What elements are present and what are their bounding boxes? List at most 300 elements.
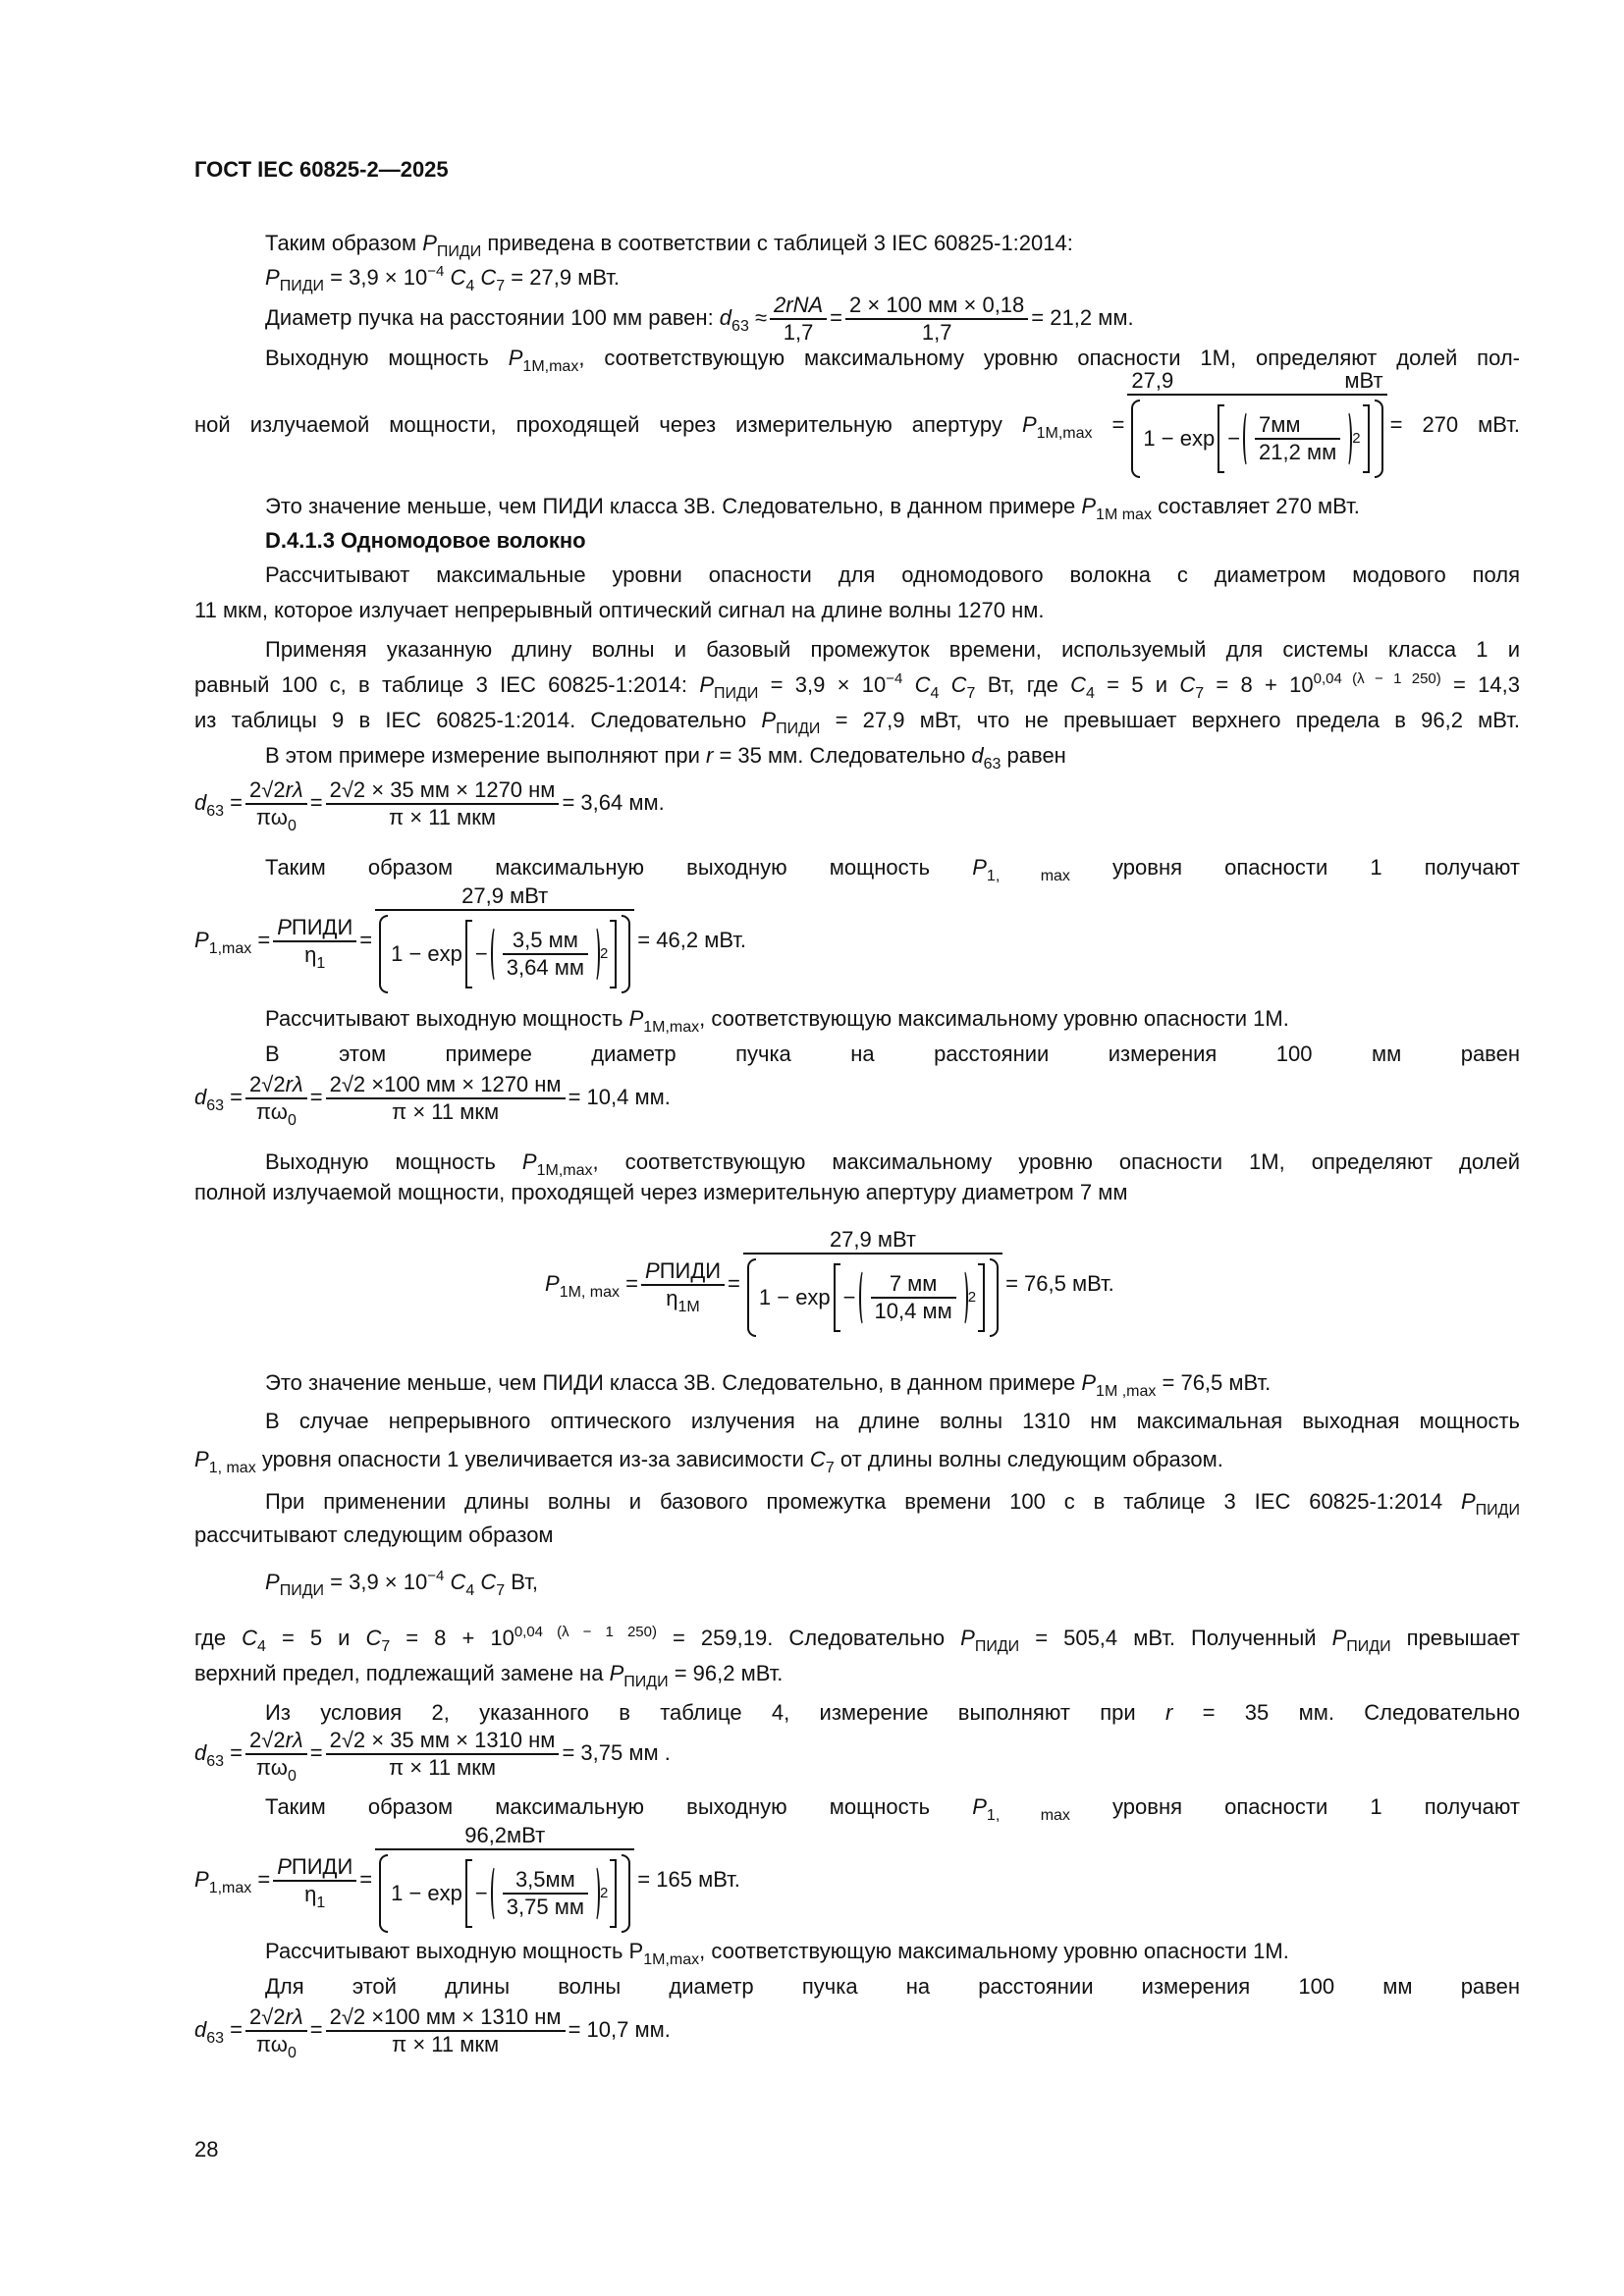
italic-symbol: P — [1021, 411, 1037, 437]
paragraph-line — [194, 1178, 1520, 1207]
text-run: Это значение меньше, чем ПИДИ класса 3В. Следовательно, в данном примере — [265, 1370, 1082, 1395]
italic-symbol: d — [971, 743, 984, 768]
right-paren — [591, 926, 600, 983]
ratio-denominator: 3,75 мм — [506, 1895, 584, 1919]
text-run: составляет 270 мВт. — [1151, 494, 1360, 518]
left-brace — [1131, 400, 1140, 478]
text-run: ПИДИ — [291, 915, 353, 939]
subscript: ПИДИ — [1475, 1502, 1520, 1519]
text-run: ной излучаемой мощности, проходящей через измерительную апертуру — [194, 411, 1022, 437]
exp-expression: 1 − exp − $\frac{3,5мм}{3,75 мм}$ 2 — [379, 1850, 630, 1937]
fraction — [326, 1728, 560, 1781]
subscript: 0 — [287, 1768, 297, 1785]
text-run: 11 мкм, которое излучает непрерывный оптический сигнал на длине волны 1270 нм. — [194, 598, 1045, 622]
italic-symbol: C — [450, 265, 466, 290]
fraction-denominator — [326, 805, 560, 830]
fraction-denominator — [503, 955, 588, 981]
paragraph-line — [194, 1698, 1520, 1728]
text-run: 2√2 — [249, 2004, 286, 2029]
fraction-numerator — [503, 1867, 588, 1895]
fraction — [245, 2004, 307, 2061]
subscript: 4 — [465, 278, 475, 294]
subscript: ПИДИ — [279, 1582, 325, 1599]
subscript: 1M,max — [643, 1951, 700, 1968]
fraction-numerator — [245, 777, 307, 805]
text-run: уровня опасности 1 увеличивается из-за зависимости — [255, 1447, 810, 1471]
text-run: Вт, где — [975, 672, 1071, 697]
left-brace — [379, 1854, 388, 1933]
ratio-fraction — [503, 928, 588, 981]
ratio-numerator: 7 мм — [889, 1271, 938, 1296]
fraction-denominator — [770, 320, 827, 346]
italic-symbol: d — [194, 789, 207, 815]
formula-d63 — [194, 1728, 1520, 1785]
fraction-numerator — [503, 928, 588, 955]
subscript: ПИДИ — [1346, 1638, 1391, 1655]
paragraph-line — [194, 670, 1520, 700]
italic-symbol: P — [1331, 1626, 1347, 1650]
text-run: = — [224, 789, 244, 815]
subscript: 7 — [966, 685, 976, 702]
italic-symbol: P — [761, 708, 777, 732]
text-run: π × 11 мкм — [392, 2032, 500, 2056]
fraction-denominator — [273, 942, 356, 972]
italic-symbol: P — [699, 672, 714, 697]
text-run: превышает — [1390, 1626, 1521, 1650]
subscript: 0 — [287, 1112, 297, 1129]
paragraph-line — [194, 1040, 1520, 1069]
fraction-denominator — [273, 1882, 356, 1911]
subscript: 4 — [1085, 685, 1095, 702]
paragraph-line — [194, 1624, 1520, 1653]
text-run: = 76,5 мВт. — [1005, 1270, 1114, 1296]
text-run: = — [359, 927, 373, 952]
text-run: π × 11 мкм — [388, 1755, 497, 1780]
text-run: = 5 и — [265, 1626, 366, 1650]
right-bracket — [1363, 404, 1370, 473]
left-paren — [1243, 410, 1252, 467]
subscript: 4 — [930, 685, 940, 702]
text-run: 2√2 — [249, 1072, 286, 1096]
exp-term: 1 − exp — [391, 941, 462, 966]
subscript: ПИДИ — [776, 721, 821, 737]
subscript: 1 — [316, 955, 326, 972]
superscript: −4 — [886, 670, 903, 687]
text-run: = 8 + 10 — [390, 1626, 514, 1650]
text-run: Это значение меньше, чем ПИДИ класса 3В. Следовательно, в данном примере — [265, 494, 1082, 518]
subscript: 4 — [465, 1582, 475, 1599]
right-paren — [591, 1865, 600, 1922]
ratio-fraction — [871, 1271, 956, 1324]
fraction-denominator — [641, 1286, 725, 1315]
italic-symbol: P — [194, 927, 209, 952]
minus-sign: − — [474, 1881, 488, 1905]
text-run: равен — [1001, 743, 1066, 768]
fraction — [845, 293, 1028, 346]
ratio-denominator: 10,4 мм — [874, 1299, 952, 1323]
superscript: 0,04 (λ − 1 250) — [514, 1624, 657, 1640]
text-run: , соответствующую максимальному уровню опасности 1М, определяют долей пол- — [578, 346, 1520, 370]
subscript: ПИДИ — [279, 278, 325, 294]
fraction-denominator — [375, 1850, 634, 1939]
text-run: При применении длины волны и базового промежутка времени 100 с в таблице 3 IEC 60825-1:2014 — [265, 1489, 1461, 1514]
fraction — [273, 915, 356, 972]
text-run: полной излучаемой мощности, проходящей через измерительную апертуру диаметром 7 мм — [194, 1180, 1128, 1204]
subscript: 1,max — [208, 1879, 252, 1896]
italic-symbol: r — [1164, 1700, 1173, 1725]
formula-p1m-max — [545, 1227, 1114, 1343]
text-run: = 165 мВт. — [637, 1866, 740, 1892]
formula-p-pidi — [194, 1568, 1520, 1597]
fraction-numerator — [845, 293, 1028, 320]
ratio-numerator: 3,5 мм — [512, 928, 578, 952]
text-run: Выходную мощность — [265, 346, 509, 370]
text-run: πω — [255, 805, 288, 829]
left-paren — [491, 926, 500, 983]
text-run: = — [728, 1270, 740, 1296]
minus-sign: − — [474, 941, 488, 966]
italic-symbol: P — [508, 346, 523, 370]
paragraph-line — [194, 1004, 1520, 1034]
text-run: = — [359, 1866, 373, 1892]
italic-symbol: rλ — [285, 1072, 303, 1096]
text-run: Таким образом — [265, 231, 423, 255]
ratio-numerator: 7мм — [1259, 412, 1301, 437]
fraction — [375, 883, 634, 999]
fraction-numerator — [375, 1823, 634, 1850]
text-run: = — [830, 304, 843, 330]
fraction-numerator — [641, 1258, 725, 1286]
fraction — [273, 1854, 356, 1911]
paragraph-line — [194, 1487, 1520, 1517]
paragraph-line — [194, 741, 1520, 771]
paragraph-line — [194, 1972, 1520, 2002]
fraction — [375, 1823, 634, 1939]
text-run: = 96,2 мВт. — [668, 1661, 784, 1685]
text-run: Выходную мощность — [265, 1149, 522, 1174]
text-run: 2√2 ×100 мм × 1310 нм — [329, 2004, 562, 2029]
text-run: = — [224, 2016, 244, 2042]
paragraph-line — [194, 561, 1520, 590]
bold-text: ГОСТ IEC 60825-2—2025 — [194, 157, 449, 182]
ratio-denominator: 21,2 мм — [1259, 440, 1337, 464]
text-run: = 10,7 мм. — [568, 2016, 671, 2042]
fraction — [326, 1072, 566, 1125]
left-brace — [379, 915, 388, 993]
text-run: В этом примере измерение выполняют при — [265, 743, 707, 768]
bold-text: D.4.1.3 Одномодовое волокно — [265, 528, 586, 553]
right-brace — [990, 1258, 999, 1337]
text-run: Таким образом максимальную выходную мощность — [265, 855, 973, 880]
text-run: 27,9 мВт — [1131, 368, 1383, 393]
subscript: 63 — [206, 2029, 225, 2047]
italic-symbol: d — [194, 1739, 207, 1765]
text-run: 27,9 мВт — [829, 1227, 917, 1252]
italic-symbol: C — [1179, 672, 1196, 697]
text-run: η — [666, 1286, 678, 1310]
paragraph-line — [194, 1937, 1520, 1966]
text-run: ≈ — [748, 304, 768, 330]
subscript: ПИДИ — [436, 243, 482, 260]
text-run: Таким образом максимальную выходную мощность — [265, 1794, 973, 1819]
italic-symbol: P — [960, 1626, 975, 1650]
formula-d63-beam — [194, 293, 1520, 346]
fraction-denominator — [245, 2032, 307, 2061]
fraction-numerator — [1127, 368, 1386, 396]
text-run: 2√2 — [249, 1728, 286, 1752]
text-run: = 21,2 мм. — [1031, 304, 1134, 330]
italic-symbol: C — [242, 1626, 258, 1650]
fraction-denominator — [1255, 440, 1340, 465]
superscript: −4 — [427, 1568, 445, 1584]
fraction — [641, 1258, 725, 1315]
text-run: Рассчитывают максимальные уровни опасности для одномодового волокна с диаметром модового поля — [265, 562, 1520, 587]
exp-expression: 1 − exp − $\frac{3,5 мм}{3,64 мм}$ 2 — [379, 911, 630, 997]
exp-expression: 1 − exp − $\frac{7 мм}{10,4 мм}$ 2 — [747, 1255, 999, 1341]
right-bracket — [978, 1263, 985, 1332]
subscript: 7 — [1195, 685, 1205, 702]
italic-symbol: C — [950, 672, 967, 697]
italic-symbol: P — [277, 1854, 292, 1879]
fraction-numerator — [273, 915, 356, 942]
text-run: = 76,5 мВт. — [1156, 1370, 1272, 1395]
subscript: 1M,max — [536, 1162, 593, 1179]
subscript: 7 — [496, 1582, 506, 1599]
text-run: π × 11 мкм — [392, 1099, 500, 1124]
fraction-denominator — [326, 1755, 560, 1781]
paragraph-line — [194, 492, 1520, 521]
formula-d63 — [194, 1072, 1520, 1129]
ratio-fraction — [503, 1867, 588, 1920]
fraction-numerator — [1255, 412, 1340, 440]
text-run: η — [304, 1882, 317, 1906]
subscript: 0 — [287, 818, 297, 834]
text-run: 1,7 — [921, 320, 952, 345]
minus-sign: − — [1227, 426, 1241, 451]
italic-symbol: P — [194, 1447, 209, 1471]
minus-sign: − — [842, 1285, 856, 1309]
text-run: 2√2 — [249, 777, 286, 802]
subscript: 1M ,max — [1096, 1383, 1157, 1400]
paragraph-line — [194, 1445, 1520, 1474]
text-run: = — [309, 1739, 323, 1765]
formula-p1-max — [194, 1823, 1520, 1939]
right-brace — [622, 1854, 630, 1933]
italic-symbol: d — [194, 2016, 207, 2042]
subscript: 1M max — [1096, 507, 1152, 523]
text-run — [902, 672, 914, 697]
text-run: = — [309, 789, 323, 815]
italic-symbol: C — [450, 1570, 466, 1594]
text-run: , соответствующую максимальному уровню опасности 1М. — [699, 1006, 1289, 1031]
ratio-fraction — [1255, 412, 1340, 465]
subscript: 7 — [825, 1460, 835, 1476]
left-bracket — [465, 920, 472, 988]
fraction-denominator — [245, 805, 307, 834]
paragraph-line — [194, 1368, 1520, 1398]
fraction — [743, 1227, 1002, 1343]
right-paren — [1343, 410, 1352, 467]
italic-symbol: P — [1081, 494, 1097, 518]
subscript: 1M,max — [643, 1019, 700, 1036]
italic-symbol: 2rNA — [774, 293, 824, 317]
exp-term: 1 − exp — [391, 1881, 462, 1905]
left-bracket — [465, 1859, 472, 1928]
text-run: = 5 и — [1094, 672, 1180, 697]
italic-symbol: P — [628, 1006, 644, 1031]
text-run: = 3,75 мм . — [562, 1739, 671, 1765]
subscript: ПИДИ — [974, 1638, 1020, 1655]
text-run: равный 100 с, в таблице 3 IEC 60825-1:2014: — [194, 672, 700, 697]
text-run: = 27,9 мВт, что не превышает верхнего предела в 96,2 мВт. — [820, 708, 1520, 732]
text-run: = 35 мм. Следовательно — [713, 743, 972, 768]
left-brace — [747, 1258, 756, 1337]
page-number — [194, 2135, 1520, 2164]
paragraph-line — [194, 1521, 1520, 1550]
fraction-numerator — [326, 2004, 566, 2032]
italic-symbol: r — [706, 743, 714, 768]
fraction-numerator — [245, 2004, 307, 2032]
italic-symbol: P — [422, 231, 437, 255]
right-paren — [959, 1269, 968, 1326]
italic-symbol: P — [1081, 1370, 1097, 1395]
text-run: 2 × 100 мм × 0,18 — [849, 293, 1025, 317]
italic-symbol: P — [265, 1570, 280, 1594]
italic-symbol: C — [809, 1447, 826, 1471]
paragraph-line — [194, 1148, 1520, 1177]
text-run: ПИДИ — [659, 1258, 722, 1283]
italic-symbol: P — [1460, 1489, 1476, 1514]
subscript: 7 — [496, 278, 506, 294]
fraction-numerator — [245, 1728, 307, 1755]
fraction — [245, 777, 307, 834]
document-header — [194, 155, 1520, 185]
italic-symbol: P — [609, 1661, 624, 1685]
fraction-numerator — [326, 1728, 560, 1755]
text-run: Диаметр пучка на расстоянии 100 мм равен: — [265, 304, 720, 330]
text-run: Применяя указанную длину волны и базовый промежуток времени, используемый для системы класса 1 и — [265, 637, 1520, 662]
italic-symbol: C — [914, 672, 931, 697]
fraction-numerator — [326, 1072, 566, 1099]
italic-symbol: P — [972, 855, 987, 880]
fraction-denominator — [503, 1895, 588, 1920]
exp-term: 1 − exp — [1143, 426, 1216, 451]
subscript: 1, max — [208, 1460, 256, 1476]
text-run: = 27,9 мВт. — [505, 265, 621, 290]
paragraph-line — [194, 596, 1520, 625]
fraction-denominator — [326, 1099, 566, 1125]
formula-p1m-max — [194, 368, 1520, 484]
italic-symbol: P — [521, 1149, 537, 1174]
subscript: 63 — [206, 1096, 225, 1114]
italic-symbol: rλ — [285, 2004, 303, 2029]
text-run: ПИДИ — [291, 1854, 353, 1879]
paragraph-line — [194, 229, 1520, 258]
ratio-numerator: 3,5мм — [514, 1867, 575, 1892]
text-run: πω — [255, 1099, 288, 1124]
text-run: уровня опасности 1 получают — [1069, 1794, 1520, 1819]
paragraph-line — [194, 635, 1520, 665]
text-run: 2√2 ×100 мм × 1270 нм — [329, 1072, 562, 1096]
text-run: , соответствующую максимальному уровню опасности 1М, определяют долей — [592, 1149, 1521, 1174]
subscript: 63 — [206, 1752, 225, 1770]
italic-symbol: P — [277, 915, 292, 939]
text-run: = 46,2 мВт. — [637, 927, 747, 952]
subscript: 0 — [287, 2045, 297, 2061]
text-run: Рассчитывают выходную мощность — [265, 1006, 629, 1031]
italic-symbol: d — [719, 304, 732, 330]
right-brace — [622, 915, 630, 993]
text-run: = 3,9 × 10 — [324, 265, 428, 290]
italic-symbol: P — [972, 1794, 987, 1819]
right-bracket — [610, 1859, 617, 1928]
italic-symbol: rλ — [285, 1728, 303, 1752]
italic-symbol: P — [194, 1866, 209, 1892]
exp-term: 1 − exp — [758, 1285, 831, 1309]
text-run: = 3,64 мм. — [562, 789, 665, 815]
text-run: = — [620, 1270, 638, 1296]
paragraph-line — [194, 1659, 1520, 1688]
text-run: 1,7 — [783, 320, 814, 345]
subscript: 1, max — [986, 868, 1070, 884]
text-run: η — [304, 942, 317, 967]
text-run: 2√2 × 35 мм × 1270 нм — [329, 777, 556, 802]
text-run: , соответствующую максимальному уровню опасности 1М. — [699, 1939, 1289, 1963]
fraction — [326, 777, 560, 830]
italic-symbol: C — [1070, 672, 1086, 697]
text-run: = 14,3 — [1440, 672, 1520, 697]
text-run: πω — [255, 1755, 288, 1780]
fraction — [245, 1728, 307, 1785]
subscript: 4 — [257, 1638, 266, 1655]
formula-d63 — [194, 2004, 1520, 2061]
formula-d63 — [194, 777, 1520, 834]
text-run: уровня опасности 1 получают — [1069, 855, 1520, 880]
text-run: приведена в соответствии с таблицей 3 IEC 60825-1:2014: — [481, 231, 1073, 255]
left-bracket — [834, 1263, 840, 1332]
fraction — [1127, 368, 1386, 484]
fraction-numerator — [245, 1072, 307, 1099]
text-run: = — [224, 1084, 244, 1109]
fraction-numerator — [770, 293, 827, 320]
text-run: = 270 мВт. — [1389, 411, 1520, 437]
subscript: ПИДИ — [714, 685, 759, 702]
fraction-denominator — [1127, 396, 1386, 484]
fraction — [326, 2004, 566, 2057]
text-run: = — [309, 1084, 323, 1109]
text-run: В случае непрерывного оптического излучения на длине волны 1310 нм максимальная выходная мощность — [265, 1409, 1520, 1433]
text-run: = 259,19. Следовательно — [657, 1626, 961, 1650]
text-run: = — [224, 1739, 244, 1765]
text-run: 96,2мВт — [464, 1823, 546, 1847]
right-bracket — [610, 920, 617, 988]
text-run: = 35 мм. Следовательно — [1172, 1700, 1521, 1725]
subscript: 1,max — [208, 939, 252, 957]
subscript: 1M,max — [522, 358, 579, 375]
paragraph-line — [194, 1792, 1520, 1822]
text-run: 28 — [194, 2137, 219, 2162]
italic-symbol: C — [365, 1626, 382, 1650]
text-run: Для этой длины волны диаметр пучка на расстоянии измерения 100 мм равен — [265, 1974, 1520, 1999]
text-run: = 10,4 мм. — [568, 1084, 671, 1109]
fraction-numerator — [871, 1271, 956, 1299]
text-run: Вт, — [505, 1570, 538, 1594]
text-run: = — [251, 1866, 271, 1892]
fraction — [770, 293, 827, 346]
subscript: 1 — [316, 1895, 326, 1911]
text-run: от длины волны следующим образом. — [834, 1447, 1223, 1471]
text-run: 27,9 мВт — [461, 883, 549, 908]
